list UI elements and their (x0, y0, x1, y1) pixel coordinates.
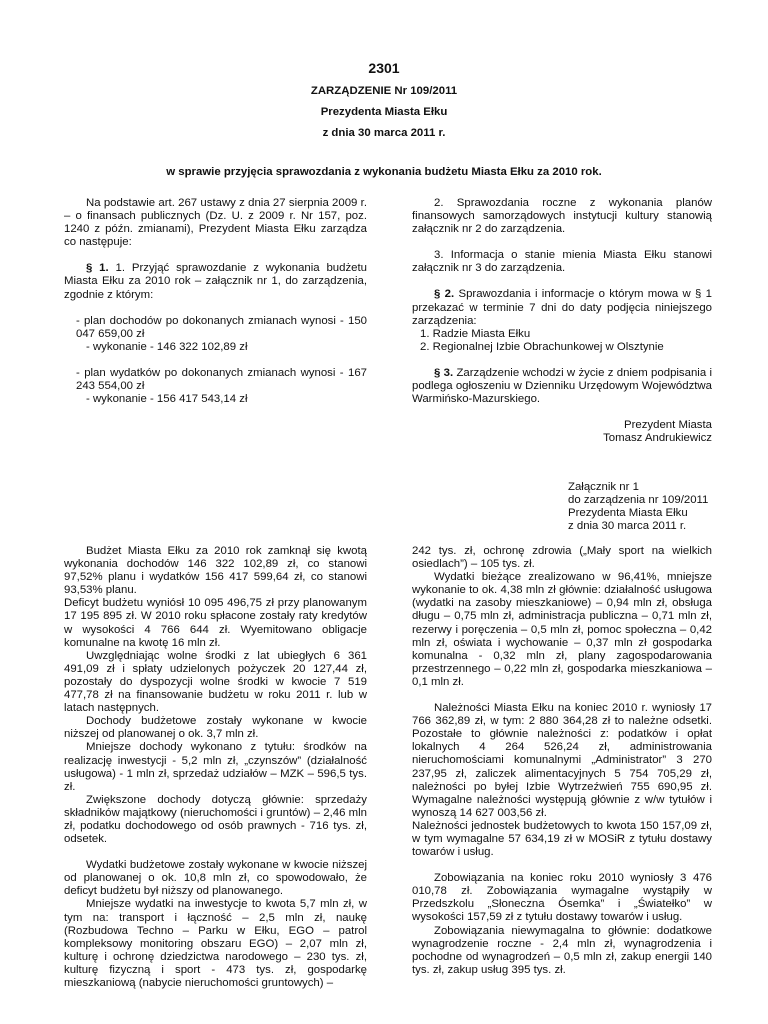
par2-text: Sprawozdania i informacje o którym mowa w § 1 przekazać w terminie 7 dni do daty podjęcia niniejszego zarządzenia: (412, 288, 712, 327)
signature-title: Prezydent Miasta (624, 419, 712, 432)
annex-header (568, 481, 748, 533)
continued-paragraph: 242 tys. zł, ochronę zdrowia („Mały sport na wielkich osiedlach”) – 105 tys. zł. (412, 545, 712, 571)
smaller-income-paragraph: Mniejsze dochody wykonano z tytułu: środków na realizację inwestycji - 5,2 mln zł, „czynszów” (działalność usługowa) - 1 mln zł, sprzedaż udziałów – MZK – 596,5 tys. zł. (64, 741, 367, 793)
recipient-2: 2. Regionalnej Izbie Obrachunkowej w Olsztynie (420, 340, 664, 353)
current-expenses-paragraph: Wydatki bieżące zrealizowano w 96,41%, mniejsze wykonanie to ok. 4,38 mln zł głównie: działalność usługowa (wydatki na zasoby mieszkaniowe) – 0,94 mln zł, obsługa długu – 0,75 mln zł, administracja publiczna – 0,71 mln zł, rezerwy i poręczenia – 0,5 mln zł, pomoc społeczna – 0,42 mln zł, oświata i wychowanie – 0,37 mln zł gospodarka komunalna - 0,32 mln zł, plany zagospodarowania przestrzennego – 0,22 mln zł, gospodarka mieszkaniowa – 0,1 mln zł. (412, 571, 712, 688)
document-date: z dnia 30 marca 2011 r. (322, 127, 446, 139)
deficit-paragraph: Deficyt budżetu wyniósł 10 095 496,75 zł przy planowanym 17 195 895 zł. W 2010 roku spłacone zostały raty kredytów w wysokości 4 766 644 zł. Wyemitowano obligacje komunalne na kwotę 16 mln zł. (64, 597, 367, 649)
recipient-1: 1. Radzie Miasta Ełku (420, 327, 531, 340)
increased-income-paragraph: Zwiększone dochody dotyczą głównie: sprzedaży składników majątkowy (nieruchomości i gruntów) – 2,46 mln zł, podatku dochodowego od osób prawnych - 716 tys. zł, odsetek. (64, 793, 367, 846)
par1-mark: § 1. (86, 262, 109, 275)
par2-mark: § 2. (434, 288, 455, 301)
item-3: 3. Informacja o stanie mienia Miasta Ełku stanowi załącznik nr 3 do zarządzenia. (412, 249, 712, 275)
par1-text: 1. Przyjąć sprawozdanie z wykonania budżetu Miasta Ełku za 2010 rok – załącznik nr 1, do zarządzenia, zgodnie z którym: (64, 262, 367, 301)
left-top-column (64, 197, 367, 406)
budget-summary: Budżet Miasta Ełku za 2010 rok zamknął się kwotą wykonania dochodów 146 322 102,89 zł, co stanowi 97,52% planu i wydatków 156 417 599,64 zł, co stanowi 93,53% planu. (64, 545, 367, 597)
income-execution: - wykonanie - 146 322 102,89 zł (86, 340, 248, 353)
par3-mark: § 3. (434, 366, 454, 379)
par3-text: Zarządzenie wchodzi w życie z dniem podpisania i podlega ogłoszeniu w Dzienniku Urzędowym Województwa Warmińsko-Mazurskiego. (412, 366, 713, 406)
page-number: 2301 (368, 60, 400, 76)
left-bottom-column (64, 545, 367, 990)
expense-execution: - wykonanie - 156 417 543,14 zł (86, 393, 248, 406)
document-title: ZARZĄDZENIE Nr 109/2011 (310, 85, 458, 97)
smaller-investments-paragraph: Mniejsze wydatki na inwestycje to kwota 5,7 mln zł, w tym na: transport i łączność – 2,5 mln zł, naukę (Rozbudowa Techno – Parku w Ełku, EGO – patrol kompleksowy monitoring obszaru EGO) – 2,07 mln zł, kulturę i ochronę dziedzictwa narodowego – 230 tys. zł, kulturę fizyczną i sport - 473 tys. zł, gospodarkę mieszkaniową (nabycie nieruchomości gruntowych) – (64, 898, 367, 989)
signature-name: Tomasz Andrukiewicz (603, 432, 712, 445)
unit-receivables-paragraph: Należności jednostek budżetowych to kwota 150 157,09 zł, w tym wymagalne 57 634,19 zł w MOSiR z tytułu dostawy towarów i usług. (412, 819, 712, 859)
expense-plan: - plan wydatków po dokonanych zmianach wynosi - 167 243 554,00 zł (76, 366, 367, 393)
annex-line-1: Załącznik nr 1 (568, 481, 639, 493)
paragraph-3 (412, 367, 712, 406)
paragraph-2 (412, 288, 712, 327)
annex-line-3: Prezydenta Miasta Ełku (568, 507, 688, 520)
right-bottom-column (412, 545, 712, 977)
annex-line-2: do zarządzenia nr 109/2011 (568, 494, 709, 507)
right-top-column (412, 197, 712, 445)
annex-line-4: z dnia 30 marca 2011 r. (568, 520, 687, 533)
document-issuer: Prezydenta Miasta Ełku (320, 106, 448, 118)
income-lower-paragraph: Dochody budżetowe zostały wykonane w kwocie niższej od planowanej o ok. 3,7 mln zł. (64, 715, 367, 741)
paragraph-1 (64, 262, 367, 301)
document-subject: w sprawie przyjęcia sprawozdania z wykonania budżetu Miasta Ełku za 2010 rok. (166, 166, 602, 178)
free-funds-paragraph: Uwzględniając wolne środki z lat ubiegłych 6 361 491,09 zł i spłaty udzielonych pożyczek 20 127,44 zł, pozostały do dyspozycji wolne środki w kwocie 7 519 477,78 zł na finansowanie budżetu w roku 2011 r. lub w latach następnych. (64, 649, 367, 715)
non-due-liabilities-paragraph: Zobowiązania niewymagalna to głównie: dodatkowe wynagrodzenie roczne - 2,4 mln zł, wynagrodzenia i pochodne od wynagrodzeń – 0,5 mln zł, zakup energii 140 tys. zł, zakup usług 395 tys. zł. (412, 924, 712, 976)
expenses-lower-paragraph: Wydatki budżetowe zostały wykonane w kwocie niższej od planowanej o ok. 10,8 mln zł, co spowodowało, że deficyt budżetu był niższy od planowanego. (64, 859, 367, 898)
income-plan: - plan dochodów po dokonanych zmianach wynosi - 150 047 659,00 zł (76, 314, 367, 340)
item-2: 2. Sprawozdania roczne z wykonania planów finansowych samorządowych instytucji kultury stanowią załącznik nr 2 do zarządzenia. (412, 197, 712, 236)
liabilities-paragraph: Zobowiązania na koniec roku 2010 wyniosły 3 476 010,78 zł. Zobowiązania wymagalne wystąpiły w Przedszkolu „Słoneczna Ósemka” i „Światełko” w wysokości 157,59 zł z tytułu dostawy towarów i usług. (412, 872, 712, 924)
intro-paragraph: Na podstawie art. 267 ustawy z dnia 27 sierpnia 2009 r. – o finansach publicznych (Dz. U. z 2009 r. Nr 157, poz. 1240 z późn. zmianami), Prezydent Miasta Ełku zarządza co następuje: (64, 197, 367, 249)
receivables-paragraph: Należności Miasta Ełku na koniec 2010 r. wyniosły 17 766 362,89 zł, w tym: 2 880 364,28 zł to należne odsetki. Pozostałe to głównie należności z: podatków i opłat lokalnych 4 264 526,24 zł, administrowania nieruchomościami komunalnymi „Administrator” 3 270 237,95 zł, zaliczek alimentacyjnych 5 754 705,29 zł, należności po byłej Izbie Wytrzeźwień 755 690,95 zł. Wymagalne należności występują głównie z w/w tytułów i wynoszą 14 627 003,56 zł. (412, 702, 712, 819)
